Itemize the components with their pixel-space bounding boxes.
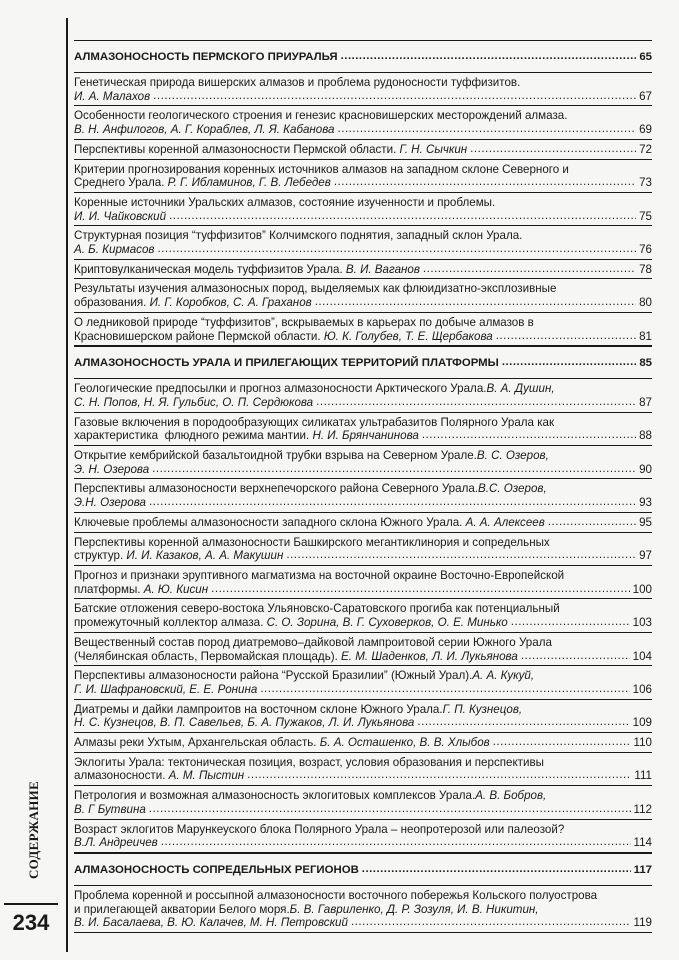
entry-last-line [74,616,652,630]
entry-last-line [74,716,652,730]
entry-authors: Н. И. Брянчанинова [312,429,419,443]
entry-page-number: 73 [639,176,652,190]
toc-entry[interactable] [74,886,652,933]
side-label-text: СОДЕРЖАНИЕ [26,780,41,880]
dot-leader [161,835,631,849]
entry-last-line [74,263,652,277]
entry-title: образования. [74,296,150,310]
entry-last-line [74,210,652,224]
entry-title-line: Проблема коренной и россыпной алмазоносности восточного побережья Кольского полуострова [74,888,598,902]
entry-last-line [74,683,652,697]
entry-last-line [74,429,652,443]
entry-last-line [74,836,652,850]
dot-leader [511,615,630,629]
entry-title-line: Газовые включения в породообразующих силикатах ультрабазитов Полярного Урала как [74,415,555,429]
entry-title-line: Геологические предпосылки и прогноз алмазоносности Арктического Урала. В. А. Душин, [74,382,555,396]
dot-leader [470,142,636,156]
dot-leader [157,242,636,256]
toc-section [74,40,652,346]
entry-authors: Р. Г. Ибламинов, Г. В. Лебедев [167,176,331,190]
entry-page-number: 67 [639,89,652,103]
toc-entry[interactable] [74,279,652,312]
toc-entry[interactable] [74,753,652,786]
toc-entry[interactable] [74,733,652,753]
dot-leader [315,295,636,309]
toc-entry[interactable] [74,160,652,193]
toc-entry[interactable] [74,260,652,280]
section-title: АЛМАЗОНОСНОСТЬ УРАЛА И ПРИЛЕГАЮЩИХ ТЕРРИТОРИЙ ПЛАТФОРМЫ [74,357,499,370]
dot-leader [334,175,636,189]
toc-entry[interactable] [74,379,652,412]
entry-authors: С. О. Зорина, В. Г. Суховерков, О. Е. Минько [266,616,508,630]
entry-last-line [74,296,652,310]
dot-leader [153,89,636,103]
entry-authors: В. Н. Анфилогов, А. Г. Кораблев, Л. Я. Кабанова [74,123,335,137]
toc-entry[interactable] [74,446,652,479]
toc-entry[interactable] [74,599,652,632]
entry-last-line [74,496,652,510]
entry-page-number: 106 [632,682,652,696]
dot-leader [152,462,636,476]
entry-page-number: 69 [639,123,652,137]
entry-authors: А. М. Пыстин [168,769,245,783]
entry-title: структур. [74,549,127,563]
entry-last-line [74,243,652,257]
section-title: АЛМАЗОНОСНОСТЬ ПЕРМСКОГО ПРИУРАЛЬЯ [74,51,338,63]
entry-title-line: Перспективы алмазоносности района “Русской Бразилии” (Южный Урал). А. А. Кукуй, [74,669,535,683]
toc-entry[interactable] [74,700,652,733]
entry-page-number: 111 [634,769,652,783]
entry-last-line [74,143,652,157]
entry-last-line [74,123,652,137]
dot-leader [493,735,631,749]
toc-entry[interactable] [74,226,652,259]
entry-page-number: 103 [632,616,652,630]
toc-entry[interactable] [74,479,652,512]
entry-last-line [74,803,652,817]
entry-title: Алмазы реки Ухтым, Архангельская область. [74,736,320,750]
entry-page-number: 119 [633,916,652,930]
entry-last-line [74,463,652,477]
dot-leader [423,262,636,276]
dot-leader [351,915,631,929]
side-label [14,780,54,880]
toc-entry[interactable] [74,666,652,699]
entry-title: Среднего Урала. [74,176,168,190]
section-title: АЛМАЗОНОСНОСТЬ СОПРЕДЕЛЬНЫХ РЕГИОНОВ [74,863,359,876]
entry-title-line: Эклогиты Урала: тектоническая позиция, возраст, условия образования и перспективы [74,755,544,769]
entry-authors: В. И. Басалаева, В. Ю. Калачев, М. Н. Петровский [74,916,348,930]
entry-authors: И. Г. Коробков, С. А. Граханов [149,296,312,310]
entry-authors: Г. И. Шафрановский, Е. Е. Ронина [74,682,258,696]
entry-authors: А. Ю. Кисин [143,582,209,596]
section-heading [74,41,652,73]
dot-leader [548,515,636,529]
entry-page-number: 112 [633,802,652,816]
entry-last-line [74,916,652,930]
section-heading [74,347,652,379]
entry-last-line [74,736,652,750]
dot-leader [316,395,636,409]
entry-page-number: 100 [632,582,652,596]
entry-title-line: О ледниковой природе “туффизитов”, вскрываемых в карьерах по добыче алмазов в [74,315,534,329]
toc-entry[interactable] [74,786,652,819]
entry-title-line: Диатремы и дайки лампроитов на восточном склоне Южного Урала. Г. П. Кузнецов, [74,702,523,716]
dot-leader [169,209,636,223]
entry-last-line [74,330,652,344]
entry-last-line [74,90,652,104]
table-of-contents [74,40,652,933]
entry-title-line: Коренные источники Уральских алмазов, состояние изученности и проблемы. [74,195,496,209]
dot-leader [286,548,636,562]
entry-title-line: Генетическая природа вишерских алмазов и проблема рудоносности туффизитов. [74,76,521,89]
entry-page-number: 75 [639,209,652,223]
entry-title: алмазоносности. [74,769,169,783]
entry-authors: Н. С. Кузнецов, В. П. Савельев, Б. А. Пужаков, Л. И. Лукьянова [74,716,415,730]
entry-title-line: Возраст эклогитов Марункеуского блока Полярного Урала – неопротерозой или палеозой? [74,822,565,836]
entry-page-number: 109 [632,716,652,730]
entry-page-number: 95 [639,515,652,529]
entry-authors: И. И. Чайковский [74,209,167,223]
dot-leader [338,122,637,136]
entry-title: Красновишерском районе Пермской области. [74,329,324,343]
entry-title-line: Петрология и возможная алмазоносность эклогитовых комплексов Урала. А. В. Бобров, [74,789,547,803]
dot-leader [417,715,629,729]
entry-title: Ключевые проблемы алмазоносности западного склона Южного Урала. [74,515,466,529]
entry-title-line: Структурная позиция “туффизитов” Колчимского поднятия, западный склон Урала. [74,229,523,243]
toc-entry[interactable] [74,140,652,160]
entry-title-line: и прилегающей акватории Белого моря. Б. В. Гавриленко, Д. Р. Зозуля, И. В. Никитин, [74,902,539,916]
entry-authors: Б. А. Осташенко, В. В. Хлыбов [319,736,490,750]
entry-title-line: Открытие кембрийской базальтоидной трубки взрыва на Северном Урале. В. С. Озеров, [74,449,549,463]
entry-page-number: 93 [639,496,652,510]
entry-authors: В. Г Бутвина [74,802,146,816]
dot-leader [502,355,637,369]
entry-authors: Е. М. Шаденков, Л. И. Лукьянова [341,649,518,663]
toc-entry[interactable] [74,533,652,566]
dot-leader [211,582,630,596]
section-page-number: 85 [639,357,652,370]
section-page-number: 65 [639,51,652,63]
toc-section [74,346,652,853]
toc-entry[interactable] [74,820,652,853]
toc-entry[interactable] [74,633,652,666]
dot-leader [422,428,636,442]
dot-leader [247,768,631,782]
entry-page-number: 97 [639,549,652,563]
entry-authors: В. И. Ваганов [345,262,420,276]
entry-last-line [74,396,652,410]
entry-title-line: Перспективы алмазоносности верхнепечорского района Северного Урала. В.С. Озеров, [74,482,547,496]
entry-title: Криптовулканическая модель туффизитов Урала. [74,262,346,276]
margin-rule [66,18,68,952]
entry-title: характеристика флюдного режима мантии. [74,429,313,443]
toc-entry[interactable] [74,313,652,346]
entry-last-line [74,549,652,563]
entry-authors: Г. Н. Сычкин [399,142,468,156]
toc-section [74,853,652,933]
entry-page-number: 87 [639,395,652,409]
entry-page-number: 104 [632,649,652,663]
entry-page-number: 78 [639,262,652,276]
entry-last-line [74,769,652,783]
toc-entry[interactable] [74,566,652,599]
entry-title-line: Перспективы коренной алмазоносности Башкирского мегантиклинория и сопредельных [74,535,550,549]
entry-authors: Э.Н. Озерова [74,496,146,510]
entry-last-line [74,583,652,597]
entry-page-number: 88 [639,429,652,443]
entry-authors: Э. Н. Озерова [74,462,150,476]
entry-page-number: 80 [639,296,652,310]
section-heading [74,854,652,886]
entry-last-line [74,516,652,530]
entry-title-line: Особенности геологического строения и генезис красновишерских месторождений алмаза. [74,109,568,123]
entry-title: Перспективы коренной алмазоносности Пермской области. [74,142,400,156]
toc-entry[interactable] [74,106,652,139]
entry-title: (Челябинская область, Первомайская площадь). [74,649,342,663]
toc-entry[interactable] [74,73,652,106]
dot-leader [362,862,631,876]
entry-last-line [74,650,652,664]
entry-authors: С. Н. Попов, Н. Я. Гульбис, О. П. Сердюкова [74,395,314,409]
entry-authors: И. А. Малахов [74,89,151,103]
entry-title-line: Вещественный состав пород диатремово–дайковой лампроитовой серии Южного Урала [74,635,552,649]
toc-entry[interactable] [74,193,652,226]
entry-title-line: Результаты изучения алмазоносных пород, выделяемых как флюидизатно-эксплозивные [74,282,557,296]
entry-page-number: 114 [633,836,652,850]
entry-authors: И. И. Казаков, А. А. Макушин [126,549,284,563]
dot-leader [496,329,636,343]
dot-leader [341,49,637,63]
entry-page-number: 110 [633,736,652,750]
entry-page-number: 76 [639,243,652,257]
entry-title: платформы. [74,582,144,596]
entry-authors: А. А. Алексеев [465,515,545,529]
entry-page-number: 90 [639,462,652,476]
section-page-number: 117 [633,863,652,876]
entry-title-line: Прогноз и признаки эруптивного магматизма на восточной окраине Восточно-Европейской [74,568,565,582]
toc-entry[interactable] [74,413,652,446]
dot-leader [149,802,631,816]
toc-entry[interactable] [74,513,652,533]
entry-last-line [74,176,652,190]
entry-authors: В.Л. Андреичев [74,836,158,850]
dot-leader [521,649,630,663]
entry-authors: Ю. К. Голубев, Т. Е. Щербакова [323,329,493,343]
entry-page-number: 81 [639,329,652,343]
entry-authors: А. Б. Кирмасов [74,243,155,257]
entry-page-number: 72 [639,142,652,156]
page-number: 234 [4,903,58,941]
dot-leader [149,495,636,509]
entry-title-line: Критерии прогнозирования коренных источников алмазов на западном склоне Северного и [74,162,569,176]
entry-title: промежуточный коллектор алмаза. [74,616,267,630]
dot-leader [260,682,629,696]
entry-title-line: Батские отложения северо-востока Ульяновско-Саратовского прогиба как потенциальный [74,602,560,616]
